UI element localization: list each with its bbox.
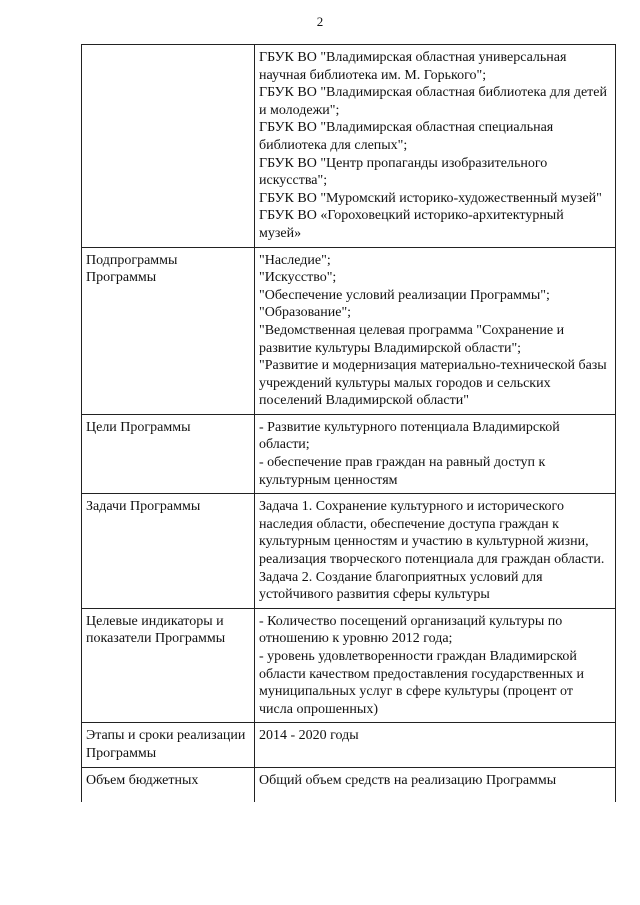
value-line: - Развитие культурного потенциала Владимирской области;: [259, 419, 560, 453]
value-line: - уровень удовлетворенности граждан Владимирской области качеством предоставления государственных и муниципальных услуг в сфере культуры (процент от числа опрошенных): [259, 649, 585, 717]
table-row: [82, 494, 616, 609]
row-value: [255, 723, 616, 767]
value-line: ГБУК ВО "Центр пропаганды изобразительного искусства";: [259, 155, 548, 189]
value-line: "Искусство";: [259, 270, 337, 286]
row-label: Целевые индикаторы и показатели Программы: [82, 608, 255, 723]
value-line: "Наследие";: [259, 252, 331, 268]
row-value: [255, 608, 616, 723]
row-label: Задачи Программы: [82, 494, 255, 609]
page-number: 2: [316, 14, 324, 29]
table-row: [82, 414, 616, 493]
value-line: ГБУК ВО "Муромский историко-художественный музей": [259, 190, 602, 206]
row-label: Объем бюджетных: [82, 767, 255, 802]
value-line: "Развитие и модернизация материально-технической базы учреждений культуры малых городов и сельских поселений Владимирской области": [259, 358, 607, 409]
row-label: Этапы и сроки реализации Программы: [82, 723, 255, 767]
value-line: Задача 2. Создание благоприятных условий для устойчивого развития сферы культуры: [259, 569, 543, 603]
value-line: Общий объем средств на реализацию Программы: [259, 772, 557, 788]
value-line: "Образование";: [259, 305, 352, 321]
row-value: [255, 767, 616, 802]
row-value: [255, 414, 616, 493]
row-value: [255, 45, 616, 248]
value-line: 2014 - 2020 годы: [259, 728, 359, 744]
table-row: [82, 45, 616, 248]
value-line: Задача 1. Сохранение культурного и исторического наследия области, обеспечение доступа граждан к культурным ценностям и участию в культурной жизни, реализация творческого потенциала для граждан области.: [259, 499, 605, 568]
table-row: [82, 608, 616, 723]
table-row: [82, 767, 616, 802]
program-passport-table: [81, 44, 616, 802]
row-label: [82, 45, 255, 248]
value-line: "Обеспечение условий реализации Программы";: [259, 287, 550, 303]
value-line: - Количество посещений организаций культуры по отношению к уровню 2012 года;: [259, 613, 563, 647]
table-row: [82, 723, 616, 767]
value-line: ГБУК ВО "Владимирская областная специальная библиотека для слепых";: [259, 120, 554, 153]
row-label: Подпрограммы Программы: [82, 247, 255, 414]
row-value: [255, 247, 616, 414]
row-value: [255, 494, 616, 609]
value-line: ГБУК ВО "Владимирская областная универсальная научная библиотека им. М. Горького";: [259, 50, 567, 83]
value-line: ГБУК ВО «Гороховецкий историко-архитектурный музей»: [259, 208, 564, 241]
table-row: [82, 247, 616, 414]
value-line: - обеспечение прав граждан на равный доступ к культурным ценностям: [259, 455, 546, 488]
row-label: Цели Программы: [82, 414, 255, 493]
value-line: "Ведомственная целевая программа "Сохранение и развитие культуры Владимирской области";: [259, 322, 565, 356]
value-line: ГБУК ВО "Владимирская областная библиотека для детей и молодежи";: [259, 85, 607, 118]
